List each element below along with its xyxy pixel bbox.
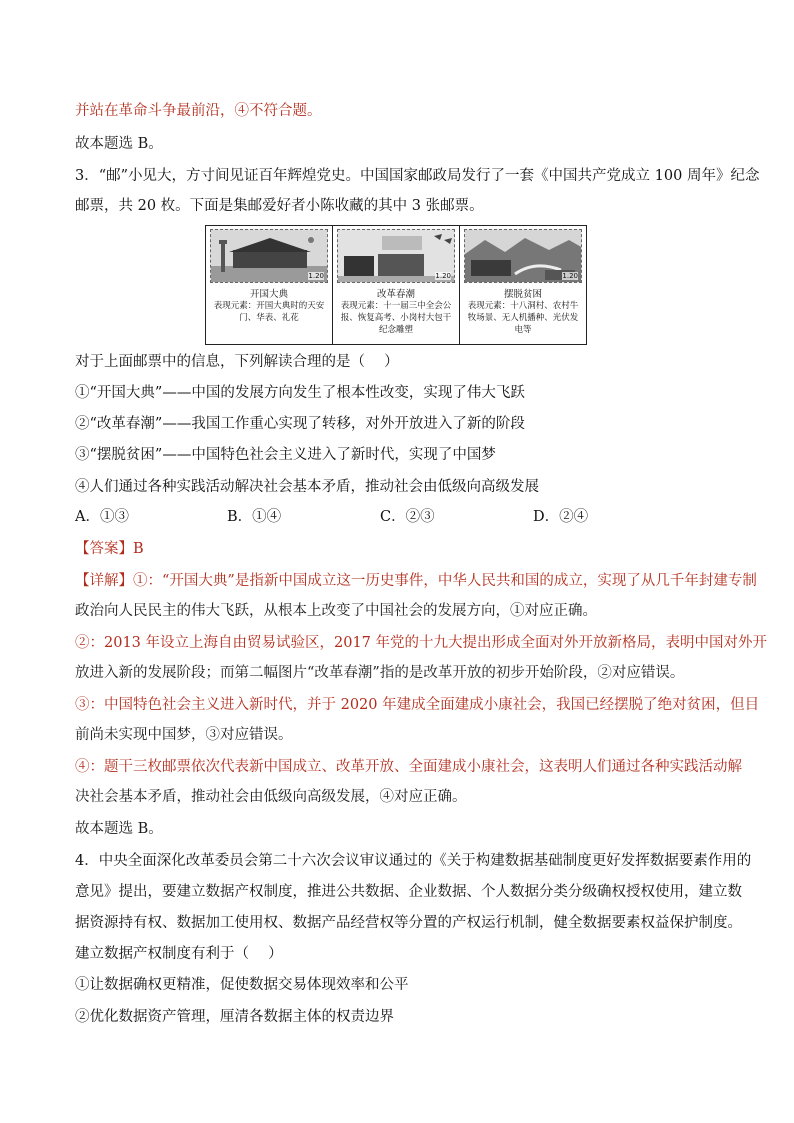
statement-2: ②“改革春潮”——我国工作重心实现了转移，对外开放进入了新的阶段 (75, 416, 525, 432)
prev-answer-line: 并站在革命斗争最前沿，④不符合题。 (75, 103, 322, 119)
stamp-2-image (337, 229, 455, 283)
explanation-1-line1: 【详解】①：“开国大典”是指新中国成立这一历史事件，中华人民共和国的成立，实现了从几千年封建专制 (75, 573, 757, 589)
statement-4: ④人们通过各种实践活动解决社会基本矛盾，推动社会由低级向高级发展 (75, 479, 539, 495)
answer-line: 【答案】B (75, 541, 144, 557)
stamp-3-image (464, 229, 582, 283)
stamp-3 (460, 226, 586, 344)
question-3-stem-line1: 3．“邮”小见大，方寸间见证百年辉煌党史。中国国家邮政局发行了一套《中国共产党成立 100 周年》纪念 (75, 168, 760, 184)
explanation-2-line1: ②：2013 年设立上海自由贸易试验区，2017 年党的十九大提出形成全面对外开放新格局，表明中国对外开 (75, 635, 768, 651)
option-a: A．①③ (75, 509, 129, 525)
statement-1: ①“开国大典”——中国的发展方向发生了根本性改变，实现了伟大飞跃 (75, 385, 525, 401)
question-4-stem-line3: 据资源持有权、数据加工使用权、数据产品经营权等分置的产权运行机制，健全数据要素权益保护制度。 (75, 915, 742, 931)
explanation-1-line2: 政治向人民民主的伟大飞跃，从根本上改变了中国社会的发展方向，①对应正确。 (75, 603, 597, 619)
explanation-4-line1: ④：题干三枚邮票依次代表新中国成立、改革开放、全面建成小康社会，这表明人们通过各种实践活动解 (75, 759, 742, 775)
explanation-2-line2: 放进入新的发展阶段；而第二幅图片“改革春潮”指的是改革开放的初步开始阶段，②对应错误。 (75, 665, 685, 681)
stamp-1 (206, 226, 333, 344)
explanation-4-line2: 决社会基本矛盾，推动社会由低级向高级发展，④对应正确。 (75, 789, 467, 805)
question-4-stem-line2: 意见》提出，要建立数据产权制度，推进公共数据、企业数据、个人数据分类分级确权授权使用，建立数 (75, 884, 742, 900)
stamp-3-denomination: 1.20 (562, 272, 578, 280)
explanation-3-line2: 前尚未实现中国梦，③对应错误。 (75, 727, 293, 743)
stamp-1-image (210, 229, 328, 283)
option-d: D．②④ (533, 509, 589, 525)
stamp-2-title: 改革春潮 (376, 289, 415, 300)
question-4-stem-line1: 4．中央全面深化改革委员会第二十六次会议审议通过的《关于构建数据基础制度更好发挥数据要素作用的 (75, 853, 752, 869)
option-c: C．②③ (380, 509, 435, 525)
question-4-prompt: 建立数据产权制度有利于（ ） (75, 946, 283, 962)
stamp-2-denomination: 1.20 (435, 272, 451, 280)
stamp-figure (205, 225, 587, 345)
question-3-prompt: 对于上面邮票中的信息，下列解读合理的是（ ） (75, 354, 399, 370)
stamp-1-title: 开国大典 (249, 289, 288, 300)
question-4-statement-2: ②优化数据资产管理，厘清各数据主体的权责边界 (75, 1009, 394, 1025)
conclusion-line: 故本题选 B。 (75, 136, 163, 152)
stamp-1-desc: 表现元素：开国大典时的天安门、华表、礼花 (213, 301, 325, 323)
question-4-statement-1: ①让数据确权更精准，促使数据交易体现效率和公平 (75, 977, 409, 993)
stamp-2-desc: 表现元素：十一届三中全会公报、恢复高考、小岗村大包干纪念雕塑 (340, 301, 452, 335)
conclusion-line-2: 故本题选 B。 (75, 821, 163, 837)
stamp-2 (333, 226, 460, 344)
question-3-stem-line2: 邮票，共 20 枚。下面是集邮爱好者小陈收藏的其中 3 张邮票。 (75, 198, 484, 214)
stamp-1-denomination: 1.20 (308, 272, 324, 280)
option-b: B．①④ (227, 509, 282, 525)
stamp-3-title: 摆脱贫困 (503, 289, 542, 300)
stamp-3-desc: 表现元素：十八洞村、农村牛牧场景、无人机播种、光伏发电等 (467, 301, 579, 335)
explanation-3-line1: ③：中国特色社会主义进入新时代，并于 2020 年建成全面建成小康社会，我国已经摆脱了绝对贫困，但目 (75, 697, 760, 713)
statement-3: ③“摆脱贫困”——中国特色社会主义进入了新时代，实现了中国梦 (75, 447, 496, 463)
